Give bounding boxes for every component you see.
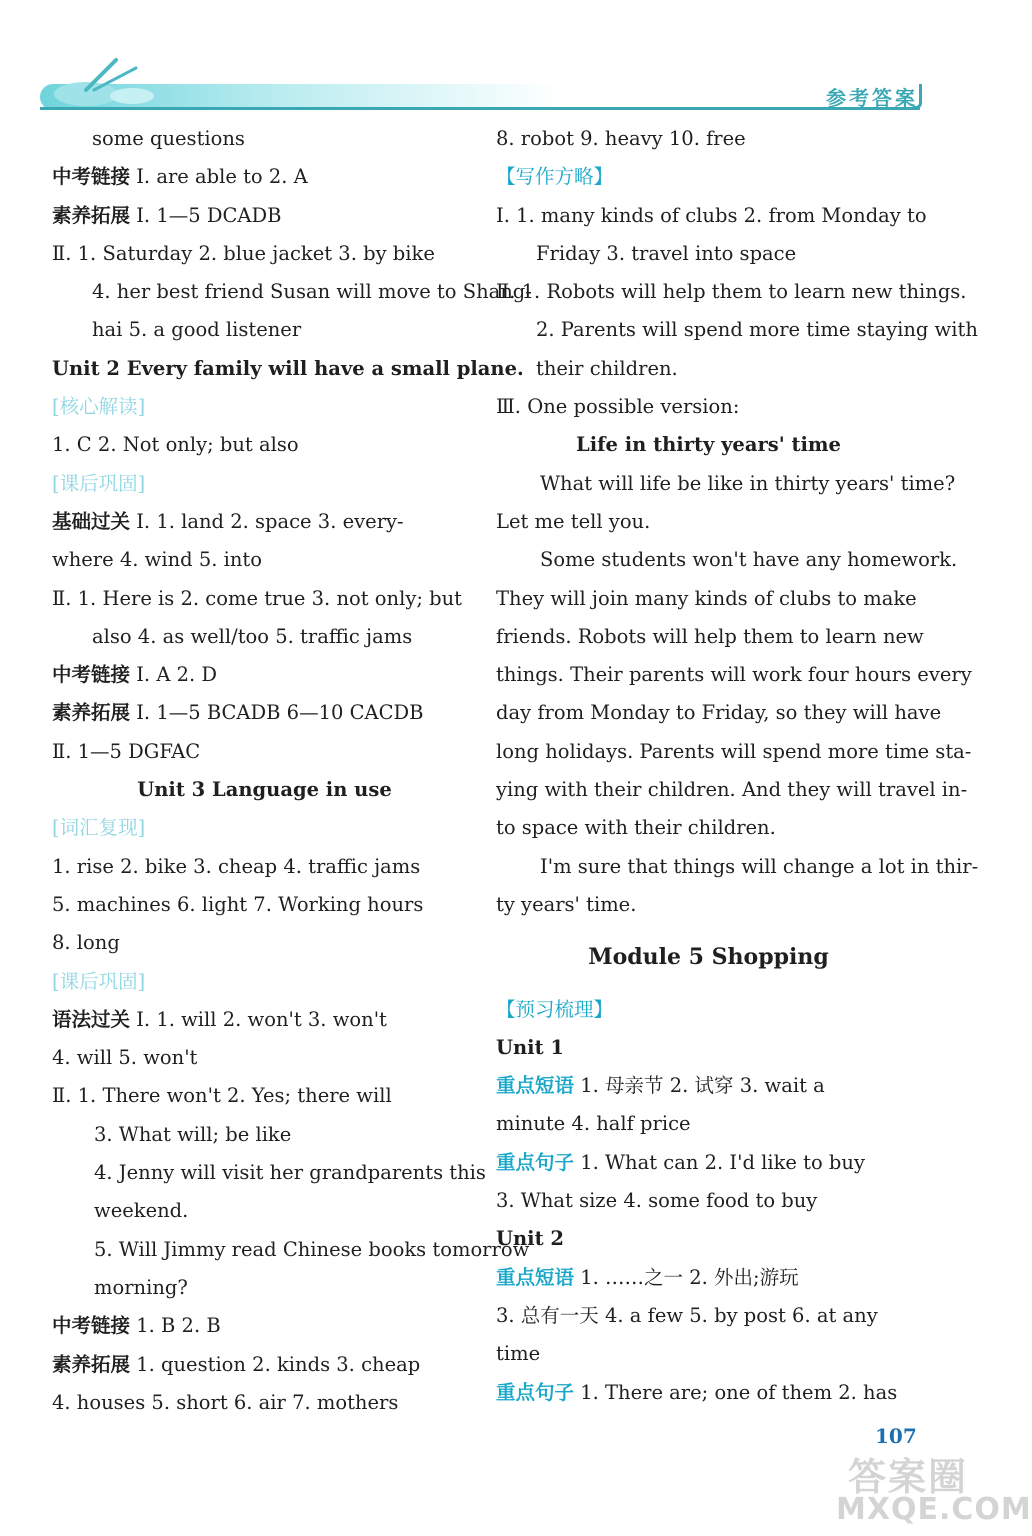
- line-text: Ⅰ. 1—5 BCADB 6—10 CACDB: [130, 701, 424, 725]
- answer-line: [52, 580, 477, 618]
- answer-line: [496, 848, 979, 886]
- answer-line: [52, 235, 477, 273]
- answer-line: [52, 924, 477, 962]
- answer-line: [496, 771, 968, 809]
- answer-line: [496, 618, 924, 656]
- line-text: weekend.: [94, 1199, 189, 1223]
- answer-line: [52, 388, 477, 426]
- answer-line: [52, 350, 524, 388]
- header-title: 参考答案: [826, 86, 918, 110]
- answer-line: [52, 311, 477, 349]
- line-text: 2. Parents will spend more time staying with: [536, 318, 978, 342]
- line-text: Unit 3 Language in use: [137, 778, 392, 802]
- answer-line: [496, 1297, 921, 1335]
- line-text: Unit 2 Every family will have a small plane.: [52, 356, 524, 380]
- answer-line: [496, 1067, 921, 1105]
- watermark: [830, 1440, 1032, 1530]
- answer-line: [496, 273, 967, 311]
- line-text: their children.: [536, 356, 678, 380]
- line-text: Some students won't have any homework.: [540, 548, 958, 572]
- answer-line: [496, 350, 921, 388]
- section-label: 素养拓展: [52, 1352, 131, 1376]
- key-point-label: 重点句子: [496, 1380, 575, 1404]
- answer-line: [52, 771, 477, 809]
- answer-line: [496, 1374, 921, 1412]
- answer-line: [496, 1182, 921, 1220]
- answer-line: [496, 503, 921, 541]
- page-number: 107: [875, 1424, 917, 1448]
- line-text: [课后巩固]: [52, 969, 146, 993]
- answer-line: [496, 656, 972, 694]
- answer-line: [52, 656, 477, 694]
- line-text: [词汇复现]: [52, 816, 146, 840]
- line-text: 1. C 2. Not only; but also: [52, 433, 299, 457]
- answer-line: [52, 1154, 486, 1192]
- line-text: [课后巩固]: [52, 471, 146, 495]
- line-text: 4. her best friend Susan will move to Shang-: [92, 280, 532, 304]
- line-text: 4. will 5. won't: [52, 1046, 198, 1070]
- answer-line: [496, 733, 972, 771]
- line-text: 1. ……之一 2. 外出;游玩: [574, 1265, 799, 1289]
- line-text: 3. What will; be like: [94, 1122, 292, 1146]
- answer-line: [496, 426, 921, 464]
- spacer: [496, 924, 921, 938]
- answer-line: [496, 235, 921, 273]
- answer-line: [52, 1269, 477, 1307]
- dragonfly-logo-icon: [46, 54, 166, 110]
- line-text: Ⅱ. 1. Here is 2. come true 3. not only; but: [52, 586, 462, 610]
- line-text: 8. robot 9. heavy 10. free: [496, 127, 746, 150]
- key-point-label: 重点短语: [496, 1265, 575, 1289]
- line-text: 3. 总有一天 4. a few 5. by post 6. at any: [496, 1303, 878, 1327]
- answer-line: [496, 1220, 921, 1258]
- answer-line: [52, 809, 477, 847]
- line-text: long holidays. Parents will spend more time sta-: [496, 739, 972, 763]
- line-text: I'm sure that things will change a lot in thir-: [540, 854, 979, 878]
- answer-line: [52, 1077, 477, 1115]
- line-text: to space with their children.: [496, 816, 776, 840]
- section-label: 素养拓展: [52, 203, 131, 227]
- header-bracket: [913, 84, 922, 109]
- answer-line: [52, 1384, 477, 1422]
- section-label: 中考链接: [52, 663, 131, 687]
- line-text: minute 4. half price: [496, 1112, 691, 1136]
- line-text: Module 5 Shopping: [588, 944, 829, 971]
- section-label: 素养拓展: [52, 701, 131, 725]
- line-text: 4. Jenny will visit her grandparents this: [94, 1161, 486, 1185]
- line-text: Ⅱ. 1. There won't 2. Yes; there will: [52, 1084, 392, 1108]
- line-text: 1. What can 2. I'd like to buy: [574, 1150, 865, 1174]
- line-text: time: [496, 1342, 541, 1366]
- answer-line: [52, 1231, 530, 1269]
- answer-line: [52, 963, 477, 1001]
- watermark-en: MXQE.COM: [836, 1492, 1032, 1527]
- line-text: Friday 3. travel into space: [536, 241, 797, 265]
- answer-line: [52, 197, 477, 235]
- answer-line: [496, 809, 921, 847]
- page-header: [0, 0, 1000, 118]
- key-point-label: 重点短语: [496, 1074, 575, 1098]
- line-text: 1. B 2. B: [130, 1314, 221, 1338]
- line-text: Unit 2: [496, 1227, 564, 1251]
- answer-line: [52, 541, 477, 579]
- answer-line: [52, 1001, 477, 1039]
- line-text: also 4. as well/too 5. traffic jams: [92, 624, 413, 648]
- line-text: Ⅱ. 1. Robots will help them to learn new things.: [496, 280, 967, 304]
- line-text: Ⅲ. One possible version:: [496, 395, 740, 419]
- line-text: 1. 母亲节 2. 试穿 3. wait a: [574, 1074, 825, 1098]
- answer-line: [496, 1144, 921, 1182]
- line-text: Ⅱ. 1. Saturday 2. blue jacket 3. by bike: [52, 241, 435, 265]
- line-text: Let me tell you.: [496, 509, 651, 533]
- answer-line: [496, 465, 956, 503]
- right-column: [496, 120, 979, 1412]
- line-text: 1. rise 2. bike 3. cheap 4. traffic jams: [52, 854, 421, 878]
- answer-line: [52, 1192, 477, 1230]
- answer-line: [52, 1346, 477, 1384]
- line-text: Unit 1: [496, 1035, 564, 1059]
- line-text: ying with their children. And they will travel in-: [496, 778, 968, 802]
- answer-line: [52, 618, 477, 656]
- watermark-cn: 答案圈: [848, 1455, 969, 1499]
- answer-line: [52, 1307, 477, 1345]
- answer-line: [52, 120, 477, 158]
- spacer: [496, 977, 921, 991]
- answer-line: [496, 1259, 921, 1297]
- answer-line: [496, 580, 921, 618]
- answer-line: [52, 503, 477, 541]
- answer-line: [496, 388, 921, 426]
- answer-line: [52, 886, 477, 924]
- line-text: 3. What size 4. some food to buy: [496, 1189, 818, 1213]
- line-text: 【写作方略】: [496, 165, 614, 189]
- section-label: 基础过关: [52, 509, 131, 533]
- line-text: 4. houses 5. short 6. air 7. mothers: [52, 1390, 399, 1414]
- answer-line: [52, 158, 477, 196]
- section-label: 中考链接: [52, 165, 131, 189]
- line-text: 5. Will Jimmy read Chinese books tomorrow: [94, 1237, 530, 1261]
- answer-line: [496, 938, 921, 976]
- answer-line: [496, 1105, 921, 1143]
- line-text: 【预习梳理】: [496, 997, 614, 1021]
- line-text: friends. Robots will help them to learn new: [496, 624, 924, 648]
- line-text: Ⅱ. 1—5 DGFAC: [52, 739, 201, 763]
- answer-line: [52, 1039, 477, 1077]
- answer-line: [52, 465, 477, 503]
- line-text: Ⅰ. 1—5 DCADB: [130, 203, 282, 227]
- answer-line: [496, 541, 958, 579]
- answer-line: [52, 426, 477, 464]
- line-text: ty years' time.: [496, 892, 637, 916]
- line-text: things. Their parents will work four hours every: [496, 663, 972, 687]
- line-text: 1. question 2. kinds 3. cheap: [130, 1352, 421, 1376]
- answer-line: [52, 1116, 477, 1154]
- answer-line: [496, 197, 927, 235]
- answer-line: [52, 694, 477, 732]
- answer-line: [496, 991, 921, 1029]
- line-text: Ⅰ. 1. will 2. won't 3. won't: [130, 1007, 387, 1031]
- section-label: 中考链接: [52, 1314, 131, 1338]
- line-text: [核心解读]: [52, 395, 146, 419]
- line-text: morning?: [94, 1275, 188, 1299]
- line-text: 8. long: [52, 931, 120, 955]
- line-text: Ⅰ. 1. many kinds of clubs 2. from Monday to: [496, 203, 927, 227]
- line-text: some questions: [92, 127, 245, 150]
- answer-line: [496, 158, 921, 196]
- line-text: Life in thirty years' time: [576, 433, 841, 457]
- line-text: They will join many kinds of clubs to make: [496, 586, 917, 610]
- answer-line: [496, 120, 921, 158]
- line-text: where 4. wind 5. into: [52, 548, 262, 572]
- header-rule: [40, 107, 920, 110]
- answer-line: [496, 694, 942, 732]
- answer-line: [52, 848, 477, 886]
- line-text: Ⅰ. 1. land 2. space 3. every-: [130, 509, 404, 533]
- line-text: day from Monday to Friday, so they will have: [496, 701, 942, 725]
- answer-line: [496, 1335, 921, 1373]
- section-label: 语法过关: [52, 1007, 131, 1031]
- answer-line: [496, 1029, 921, 1067]
- line-text: What will life be like in thirty years' time?: [540, 471, 956, 495]
- answer-line: [52, 273, 532, 311]
- line-text: Ⅰ. A 2. D: [130, 663, 218, 687]
- line-text: 1. There are; one of them 2. has: [574, 1380, 898, 1404]
- answer-line: [496, 311, 978, 349]
- answer-line: [52, 733, 477, 771]
- line-text: Ⅰ. are able to 2. A: [130, 165, 308, 189]
- key-point-label: 重点句子: [496, 1150, 575, 1174]
- line-text: hai 5. a good listener: [92, 318, 302, 342]
- line-text: 5. machines 6. light 7. Working hours: [52, 892, 424, 916]
- answer-line: [496, 886, 921, 924]
